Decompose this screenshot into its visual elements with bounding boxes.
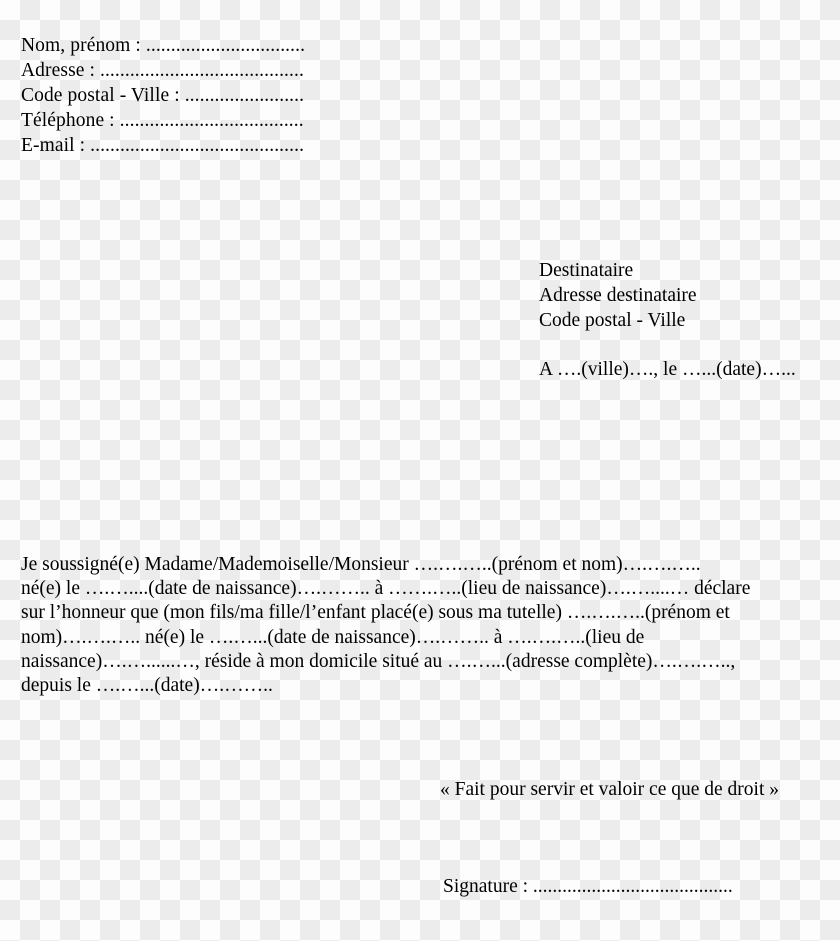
signature-line: Signature : ......................................... <box>443 876 733 897</box>
recipient-address-line: Adresse destinataire <box>539 285 697 306</box>
declaration-body <box>21 553 813 698</box>
place-and-date-line: A ….(ville)…., le …...(date)…... <box>539 359 796 380</box>
declaration-line: naissance)….…......…, réside à mon domicile situé au ….…...(adresse complète)….….….., <box>21 650 736 672</box>
sender-address-line: Adresse : ......................................... <box>21 60 304 81</box>
recipient-block <box>539 258 839 333</box>
declaration-line: né(e) le ….…....(date de naissance)….…….. à …….…..(lieu de naissance)….…....… déclare <box>21 578 751 600</box>
declaration-line: depuis le ….…...(date)….…….. <box>21 675 273 697</box>
sender-postal-city-line: Code postal - Ville : ........................ <box>21 85 305 106</box>
declaration-line: Je soussigné(e) Madame/Mademoiselle/Monsieur ….….…..(prénom et nom)….….….. <box>21 554 701 575</box>
declaration-line: sur l’honneur que (mon fils/ma fille/l’enfant placé(e) sous ma tutelle) ….….…..(prénom et <box>21 602 730 624</box>
closing-formula: « Fait pour servir et valoir ce que de droit » <box>440 779 779 800</box>
recipient-postal-city-line: Code postal - Ville <box>539 310 686 331</box>
sender-identity-block <box>21 33 421 158</box>
sender-email-line: E-mail : ........................................... <box>21 135 305 156</box>
sender-phone-line: Téléphone : ..................................... <box>21 110 304 131</box>
declaration-line: nom)….….….. né(e) le ….…...(date de naissance)….…….. à ….….…..(lieu de <box>21 626 645 648</box>
sender-name-line: Nom, prénom : ................................ <box>21 35 306 56</box>
recipient-name-line: Destinataire <box>539 260 634 281</box>
